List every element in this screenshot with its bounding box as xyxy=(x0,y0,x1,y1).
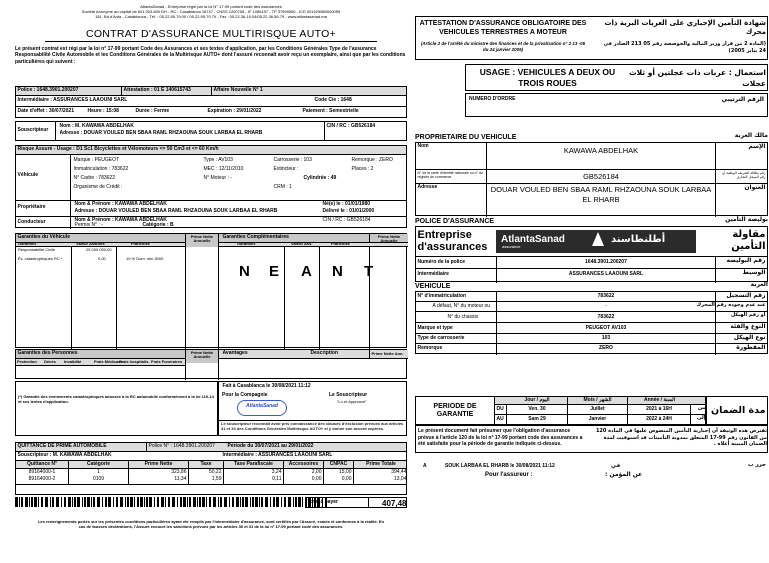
receipt-subscriber: Souscripteur : M. KAWAWA ABDELHAK xyxy=(17,451,112,458)
to-label-ar: إلى xyxy=(696,415,706,421)
for-insurer-ar: عن المؤمن : xyxy=(605,471,643,478)
col-valeur: Valeur Assurée xyxy=(76,241,105,246)
subtitle-fr: (Article 2 de l'arrêté du ministre des finances et de la privatisation n° 2 13 -05 du 24 janvier 2005) xyxy=(420,41,586,52)
to-day: Sam 29 xyxy=(528,416,546,422)
owner-address: Adresse : DOUAR VOULED BEN SBAA RAML RHZAOUNA SOUK LARBAA EL RHARB xyxy=(74,207,278,214)
guarantee-row-value: 0,00 xyxy=(98,256,106,261)
attestation-title-box xyxy=(415,16,768,60)
duration: Durée : Ferme xyxy=(135,108,170,114)
driver-name: Nom & Prénom : KAWAWA ABDELHAK xyxy=(74,216,167,223)
vehicle-label: Véhicule xyxy=(16,155,71,200)
policy-number-ar: رقم البوليصة xyxy=(726,256,766,264)
usage-fr: USAGE : VEHICULES A DEUX OU TROIS ROUES xyxy=(479,67,616,89)
persons-col: Frais hospitalis. xyxy=(119,359,150,364)
make-type-value: PEUGEOT AV103 xyxy=(496,323,716,333)
contract-title: CONTRAT D'ASSURANCE MULTIRISQUE AUTO+ xyxy=(45,28,377,42)
col-day: Jour / اليوم xyxy=(524,396,550,403)
left-contract-page xyxy=(15,0,407,563)
header-line-1: AtlantaSanad - Entreprise régie par la loi N° 17-99 portant code des assurances xyxy=(140,4,282,9)
receipt-row xyxy=(16,469,406,476)
payment-mode: Paiement : Semestrielle xyxy=(302,108,359,114)
subscriber-name: Nom : M. KAWAWA ABDELHAK xyxy=(59,123,134,129)
registration-label: N° d'immatriculation xyxy=(417,293,466,299)
from-label: DU xyxy=(495,405,507,414)
read-approved: "Lu et Approuvé" xyxy=(337,399,367,404)
to-label: AU xyxy=(495,415,507,426)
insurer-label-ar: مقاولة التأمين xyxy=(731,229,766,252)
place-a-label: A xyxy=(423,463,427,469)
period-label: PERIODE DE GARANTIE xyxy=(433,402,477,418)
engine-ar: عند عدم وجوده رقم المحرك xyxy=(696,301,766,308)
header-line-2: Société Anonyme au capital de 601.003.800 DH - RC : Casablanca 16747 - CNSS 1200708 - IF 1086157 - TP 37999550 - ICE 001529580000059 xyxy=(81,9,341,15)
receipt-cell: 0,00 xyxy=(323,476,353,484)
receipt-col: Prime Nette xyxy=(128,461,188,468)
attestation-number: Attestation : 01 E 140615743 xyxy=(121,87,211,95)
vehicle-mec: MEC : 12/11/2010 xyxy=(203,165,244,172)
comp-col-franchise: Franchise xyxy=(331,241,350,246)
receipt-cell: 15,00 xyxy=(323,469,353,476)
persons-premium-col: Prime Nette Annuelle xyxy=(190,349,214,360)
intermediary-value: ASSURANCES LAAOUNI SARL xyxy=(496,269,716,283)
vehicle-cylinder: Cylindrée : 49 xyxy=(303,174,337,181)
owner-cin-value: GB526184 xyxy=(486,170,716,183)
total-label: Total à payer xyxy=(307,499,338,505)
right-attestation-page xyxy=(415,0,768,563)
receipt-cell: 323,86 xyxy=(128,469,188,476)
subtitle-ar: (المادة 2 من قرار وزير المالية والخوصصة رقم 05 213 الصادر في 24 يناير 2005) xyxy=(603,41,766,54)
owner-name-label: Nom xyxy=(417,142,429,149)
exclusion-declaration: Le souscripteur reconnaît avoir pris connaissance des clauses d'exclusion prévues aux articles 31 et 34 des Conditions Générales Multirisque AUTO+ et y donne son accord express. xyxy=(219,420,406,433)
guarantees-title: Garanties du Véhicule xyxy=(17,233,71,240)
total-amount: 407,48 xyxy=(368,498,408,507)
total-box xyxy=(305,497,407,508)
neant-letter: T xyxy=(364,263,374,280)
neant-letter: E xyxy=(269,263,280,280)
col-garanties: Garanties xyxy=(18,241,37,246)
vehicle-title: VEHICULE xyxy=(415,283,451,290)
guarantee-premium-col: Prime Nette Annuelle xyxy=(190,233,214,244)
registration-value: 783622 xyxy=(496,292,716,301)
receipt-cell: 89164000-1 xyxy=(28,468,56,475)
receipt-cell: 0,11 xyxy=(223,476,283,484)
barcode xyxy=(15,497,285,507)
to-month: Janvier xyxy=(567,415,627,426)
persons-col: Frais Funéraires xyxy=(151,359,183,364)
body-type-label: Type de carrosserie xyxy=(417,335,465,341)
guarantee-row-franchise: 10 % Dom. min 3000 xyxy=(126,256,164,261)
stamp-logo-text: AtlantaSanad xyxy=(246,403,278,409)
receipt-header-row xyxy=(16,461,406,469)
owner-issued: Délivré le : 01/01/2000 xyxy=(322,207,375,214)
vehicle-table xyxy=(415,291,768,354)
driver-cin: CIN / RC : GB526184 xyxy=(322,216,371,223)
usage-box xyxy=(465,64,768,91)
make-type-label: Marque et type xyxy=(417,325,453,331)
from-year: 2021 à 16H xyxy=(627,405,691,414)
period-label-ar: مدة الضمان xyxy=(706,397,767,424)
policy-number: Police : 1648.3901.200207 xyxy=(17,86,79,93)
guarantees-block xyxy=(15,233,407,348)
trailer-value: ZERO xyxy=(496,344,716,355)
vehicle-trailer: Remorque : ZERO xyxy=(351,156,393,163)
receipt-cell: 394,44 xyxy=(353,469,408,476)
receipt-block xyxy=(15,442,407,495)
policy-title-ar: بوليصة التأمين xyxy=(725,216,768,223)
receipt-col: Quittance N° xyxy=(26,460,58,467)
owner-title-ar: مالك العربة xyxy=(734,132,768,139)
guarantee-row-name: Responsabilité Civile xyxy=(18,247,56,252)
effective-hour: Heure : 15:08 xyxy=(87,108,119,114)
header-line-3: 181, Bd d'Anfa - Casablanca - Tél. : 05.22.95.79.00 / 05.22.95.79.79 - Fax : 05.22.36.19.04/05.22.36.56.79 - www.atlantasanad.ma xyxy=(95,14,327,20)
owner-cin-ar: رقم بطاقة التعريف الوطنية أو رقم السجل التجاري xyxy=(722,170,766,179)
vehicle-make: Marque : PEUGEOT xyxy=(73,156,120,163)
receipt-col: Prime Totale xyxy=(353,461,408,468)
trailer-ar: المقطورة xyxy=(736,343,766,351)
persons-col: Décès xyxy=(44,359,56,364)
persons-col: Invalidité xyxy=(64,359,82,364)
vehicle-chassis: N° Cadre : 783622 xyxy=(73,174,115,181)
chassis-value: 783622 xyxy=(496,312,716,322)
persons-title: Garanties des Personnes xyxy=(17,349,78,356)
subscriber-label: Souscripteur xyxy=(16,122,56,140)
place-date-value: SOUK LARBAA EL RHARB le 30/08/2021 11:12 xyxy=(445,463,555,469)
driver-label: Conducteur xyxy=(16,217,71,229)
policy-block xyxy=(15,86,407,118)
vehicle-body: Carrosserie : 103 xyxy=(273,156,312,163)
receipt-col: Catégorie xyxy=(68,461,128,468)
cat-note-text: (*) Garantie des événements catastrophiques adossée à la RC automobile conformément à la loi 110-14 et ses textes d'application. xyxy=(18,394,214,405)
receipt-col: Taxe Parafiscale xyxy=(223,461,283,468)
policy-number-value: 1648.3901.200207 xyxy=(496,257,716,268)
from-month: Juillet xyxy=(567,405,627,414)
contract-intro: Le présent contrat est régi par la loi n° 17-99 portant Code des Assurances et ses textes d'application, par les Conditions Générales Type de l'assurance Responsabilité Civile Automobile et les Conditions Générales de la Multirisque AUTO+ dont l'assuré reconnaît avoir reçu un exemplaire, ainsi que par les conditions particulières qui suivent : xyxy=(15,46,406,65)
vehicle-registration: Immatriculation : 783622 xyxy=(73,165,129,172)
to-year: 2022 à 24H xyxy=(627,415,691,426)
atlantasanad-logo xyxy=(496,230,696,253)
company-header xyxy=(15,4,407,20)
persons-block xyxy=(15,349,407,379)
receipt-period: Période du 30/07/2021 au 29/01/2022 xyxy=(227,442,314,449)
owner-cin-label: N° de la carte d'identité nationale ou n° du registre de commerce xyxy=(417,170,483,179)
intermediary-ar: الوسيط xyxy=(742,268,766,276)
order-number-box xyxy=(465,93,768,117)
usage-ar: استعمال : عربات ذات عجلتين أو ثلاث عجلات xyxy=(629,68,766,89)
receipt-col: Taxe xyxy=(188,461,223,468)
owner-birth: Né(e) le : 01/01/1980 xyxy=(322,200,371,207)
subscriber-address: Adresse : DOUAR VOULED BEN SBAA RAML RHZAOUNA SOUK LARBAA EL RHARB xyxy=(59,129,263,136)
subscriber-block xyxy=(15,121,407,141)
persons-col: Protection xyxy=(17,359,37,364)
legal-text-ar: تفترض هذه الوثيقة أن إجبارية التأمين المنصوص عليها في المادة 120 من القانون رقم 99-17 المتعلق بمدونة التأمينات قد استوفيت لمدة الضمان المبينة أعلاه . xyxy=(595,428,767,447)
vehicle-title-ar: العربة xyxy=(750,281,768,288)
place-date: Fait à Casablanca le 30/08/2021 11:12 xyxy=(222,382,311,389)
engine-label: A défaut, N° du moteur ou xyxy=(432,303,491,309)
owner-address-ar: العنوان xyxy=(744,183,766,191)
policy-title: POLICE D'ASSURANCE xyxy=(415,218,495,225)
body-type-value: 103 xyxy=(496,334,716,343)
driver-category: Catégorie : B xyxy=(142,221,174,228)
credit-organism: Organisme de Crédit : xyxy=(73,183,123,190)
owner-name-value: KAWAWA ABDELHAK xyxy=(486,143,716,169)
policy-number-label: Numéro de la police xyxy=(417,259,466,265)
footer-note: Les renseignements portés sur les présentes conditions particulières ayant été remplis par l'intermédiaire d'assurance, sont certifiés par l'Assuré, exacts et conformes à la réalité. En cas de fausses déclarations, l'Assuré encourt les sanctions prévues par les articles 30 et 31 de la loi n° 17-99 portant code des assurances. xyxy=(37,519,385,530)
place-fi-ar: في xyxy=(611,463,621,469)
guarantee-row-name: Év. catastrophiques RC * xyxy=(18,256,63,261)
driver-license: Permis N° : - xyxy=(74,221,103,228)
receipt-cell: 1,59 xyxy=(188,476,223,484)
coverage-period-box xyxy=(415,396,768,425)
from-day: Ven. 30 xyxy=(528,406,546,412)
intermediary: Intermédiaire : ASSURANCES LAAOUNI SARL xyxy=(17,97,128,103)
vehicle-seats: Places : 2 xyxy=(351,165,374,172)
expiration-date: Expiration : 29/01/2022 xyxy=(207,108,262,114)
neant-letter: A xyxy=(301,263,312,280)
persons-col: Frais Médicaux xyxy=(94,359,123,364)
title-ar: شهادة التأمين الإجباري على العربات البرية ذات محرك xyxy=(604,19,766,37)
owner-table xyxy=(415,142,768,216)
receipt-intermediary: Intermédiaire : ASSURANCES LAAOUNI SARL xyxy=(222,451,333,458)
receipt-row xyxy=(16,476,406,485)
written-at-ar: حرر ب xyxy=(748,462,766,468)
neant-letter: N xyxy=(332,263,343,280)
registration-ar: رقم التسجيل xyxy=(726,291,766,299)
owner-label: Propriétaire xyxy=(16,201,71,216)
affaire-nouvelle: Affaire Nouvelle N° 1 xyxy=(211,87,408,95)
body-type-ar: نوع الهيكل xyxy=(733,333,766,341)
receipt-col: Accessoires xyxy=(283,461,323,468)
receipt-cell: 2,00 xyxy=(283,469,323,476)
col-franchise: Franchise xyxy=(131,241,150,246)
owner-title: PROPRIETAIRE DU VEHICULE xyxy=(415,134,517,141)
subscriber-signature: Le Souscripteur xyxy=(329,392,368,398)
logo-text-fr: AtlantaSanad xyxy=(501,234,565,245)
advantages-title: Avantages xyxy=(222,349,248,356)
title-fr: ATTESTATION D'ASSURANCE OBLIGATOIRE DES VEHICULES TERRESTRES A MOTEUR xyxy=(419,20,587,37)
trailer-label: Remorque xyxy=(417,345,443,351)
engine-value: - xyxy=(496,302,716,311)
comp-col-garanties: Garanties xyxy=(237,241,256,246)
code-cie: Code Cie : 1648 xyxy=(314,97,352,103)
intermediary-label: Intermédiaire xyxy=(417,271,449,277)
policy-table xyxy=(415,226,768,282)
receipt-cell: 13,04 xyxy=(353,476,408,484)
order-number-fr: NUMERO D'ORDRE xyxy=(469,96,516,102)
owner-address-value: DOUAR VOULED BEN SBAA RAML RHZAOUNA SOUK LARBAA EL RHARB xyxy=(486,184,716,217)
receipt-cell: 89164000-2 xyxy=(28,475,56,482)
receipt-col: CNPAC xyxy=(323,461,353,468)
subscriber-cin: CIN / RC : GB526184 xyxy=(324,122,408,140)
legal-text-fr: Le présent document fait présumer que l'obligation d'assurance prévue à l'article 120 de la loi n° 17-99 portant code des assurances a été satisfaite pour la période de garantie indiquée ci-dessus. xyxy=(418,428,583,447)
comp-col-valeur: Valeur Ass. xyxy=(291,241,313,246)
receipt-policy: Police N° : 1648.3901.200207 xyxy=(146,443,226,451)
vehicle-crm: CRM : 1 xyxy=(273,183,292,190)
vehicle-engine: N° Moteur : - xyxy=(203,174,232,181)
col-month: Mois / الشهر xyxy=(567,397,627,404)
receipt-title: QUITTANCE DE PRIME AUTOMOBILE xyxy=(17,442,107,449)
risk-header: Risque Assuré - Usage : D1 Sc1 Bicyclettes et Vélomoteurs <= 50 Cm3 et <= 60 Km/h xyxy=(16,146,406,155)
chassis-ar: أو رقم الهيكل xyxy=(730,311,766,318)
order-number-ar: الرقم الترتيبي xyxy=(721,96,764,103)
advantages-premium: Prime Nette Ann. xyxy=(369,350,408,358)
logo-text-ar: أطلنطاسند xyxy=(611,234,666,245)
legal-text-box xyxy=(415,425,768,453)
signature-block xyxy=(218,381,407,436)
make-type-ar: النوع والفئة xyxy=(730,322,766,330)
owner-name: Nom & Prénom : KAWAWA ABDELHAK xyxy=(74,200,167,207)
chassis-label: N° du chassis xyxy=(447,314,479,320)
neant-letter: N xyxy=(239,263,250,280)
receipt-cell: 0,00 xyxy=(283,476,323,484)
receipt-cell: 0109 xyxy=(68,476,128,484)
company-stamp xyxy=(237,400,287,416)
from-label-ar: من xyxy=(697,405,706,411)
insurer-label: Entreprise d'assurances xyxy=(417,229,488,254)
vehicle-extinguisher: Extincteur : xyxy=(273,165,299,172)
logo-arrow-icon xyxy=(592,232,604,246)
vehicle-type: Type : AV103 xyxy=(203,156,233,163)
for-insurer: Pour l'assureur : xyxy=(485,472,533,478)
receipt-cell: 3,24 xyxy=(223,469,283,476)
for-company: Pour la Compagnie xyxy=(222,392,268,398)
risk-block xyxy=(15,145,407,228)
owner-address-label: Adresse xyxy=(417,183,438,190)
owner-name-ar: الإسم xyxy=(748,142,766,150)
receipt-cell: 11,34 xyxy=(128,476,188,484)
complementary-title: Garanties Complémentaires xyxy=(222,233,289,240)
guarantee-row-value: 25 000 000,00 xyxy=(86,247,112,252)
receipt-cell: 1 xyxy=(68,469,128,476)
logo-sub: assurance xyxy=(502,244,521,249)
effective-date: Date d'effet : 30/07/2021 xyxy=(17,108,74,114)
complementary-premium-col: Prime Nette Annuelle xyxy=(369,234,408,242)
col-year: Année / السنة xyxy=(627,397,691,404)
receipt-cell: 50,22 xyxy=(188,469,223,476)
cat-note xyxy=(15,381,218,436)
advantages-description: Description xyxy=(310,349,339,356)
